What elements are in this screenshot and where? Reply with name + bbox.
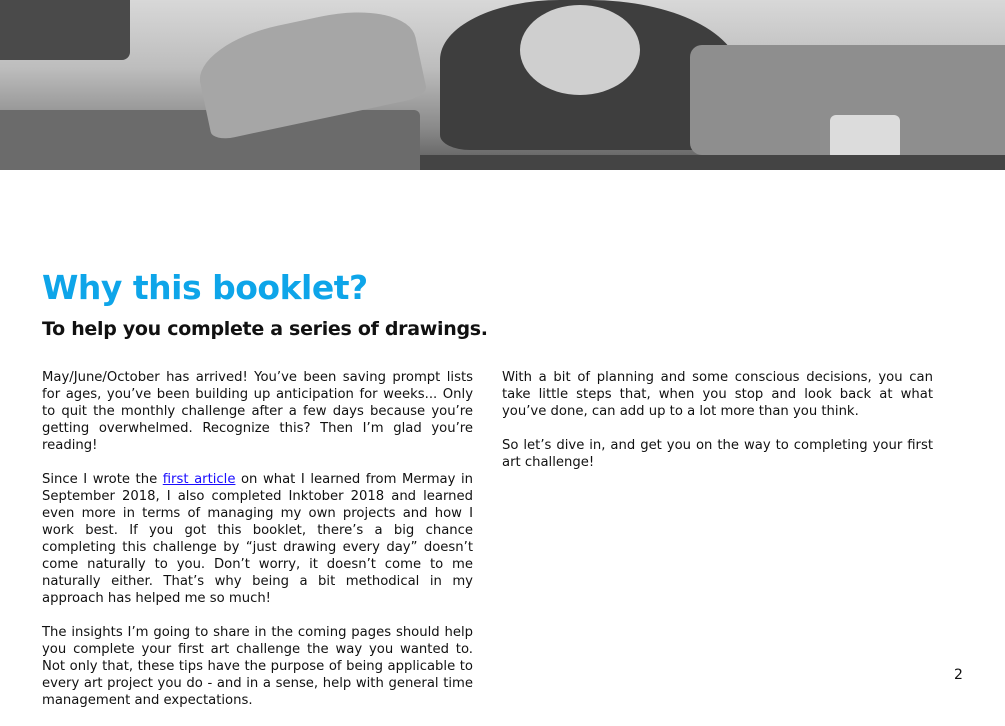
header-illustration (0, 0, 1005, 170)
first-article-link[interactable]: first article (162, 472, 236, 487)
page-title: Why this booklet? (42, 268, 368, 307)
paragraph: The insights I’m going to share in the coming pages should help you complete your first art challenge the way you wanted to. Not only that, these tips have the purpose of being applicable to every art project you do - and in a sense, help with general time management and expectations. (42, 625, 473, 708)
paragraph-text: Since I wrote the (42, 472, 163, 487)
paragraph: With a bit of planning and some conscious decisions, you can take little steps that, when you stop and look back at what you’ve done, can add up to a lot more than you think. (502, 370, 933, 419)
paragraph (42, 471, 473, 607)
page-subtitle: To help you complete a series of drawings. (42, 318, 488, 340)
page-number: 2 (954, 667, 963, 683)
paragraph: So let’s dive in, and get you on the way to completing your first art challenge! (502, 438, 933, 470)
left-column (42, 369, 473, 726)
paragraph: May/June/October has arrived! You’ve been saving prompt lists for ages, you’ve been building up anticipation for weeks... Only to quit the monthly challenge after a few days because you’re getting overwhelmed. Recognize this? Then I’m glad you’re reading! (42, 370, 473, 453)
paragraph-text: on what I learned from Mermay in September 2018, I also completed Inktober 2018 and learned even more in terms of managing my own projects and how I work best. If you got this booklet, there’s a big chance completing this challenge by “just drawing every day” doesn’t come naturally to you. Don’t worry, it doesn’t come to me naturally either. That’s why being a bit methodical in my approach has helped me so much! (42, 472, 473, 606)
right-column (502, 369, 933, 488)
